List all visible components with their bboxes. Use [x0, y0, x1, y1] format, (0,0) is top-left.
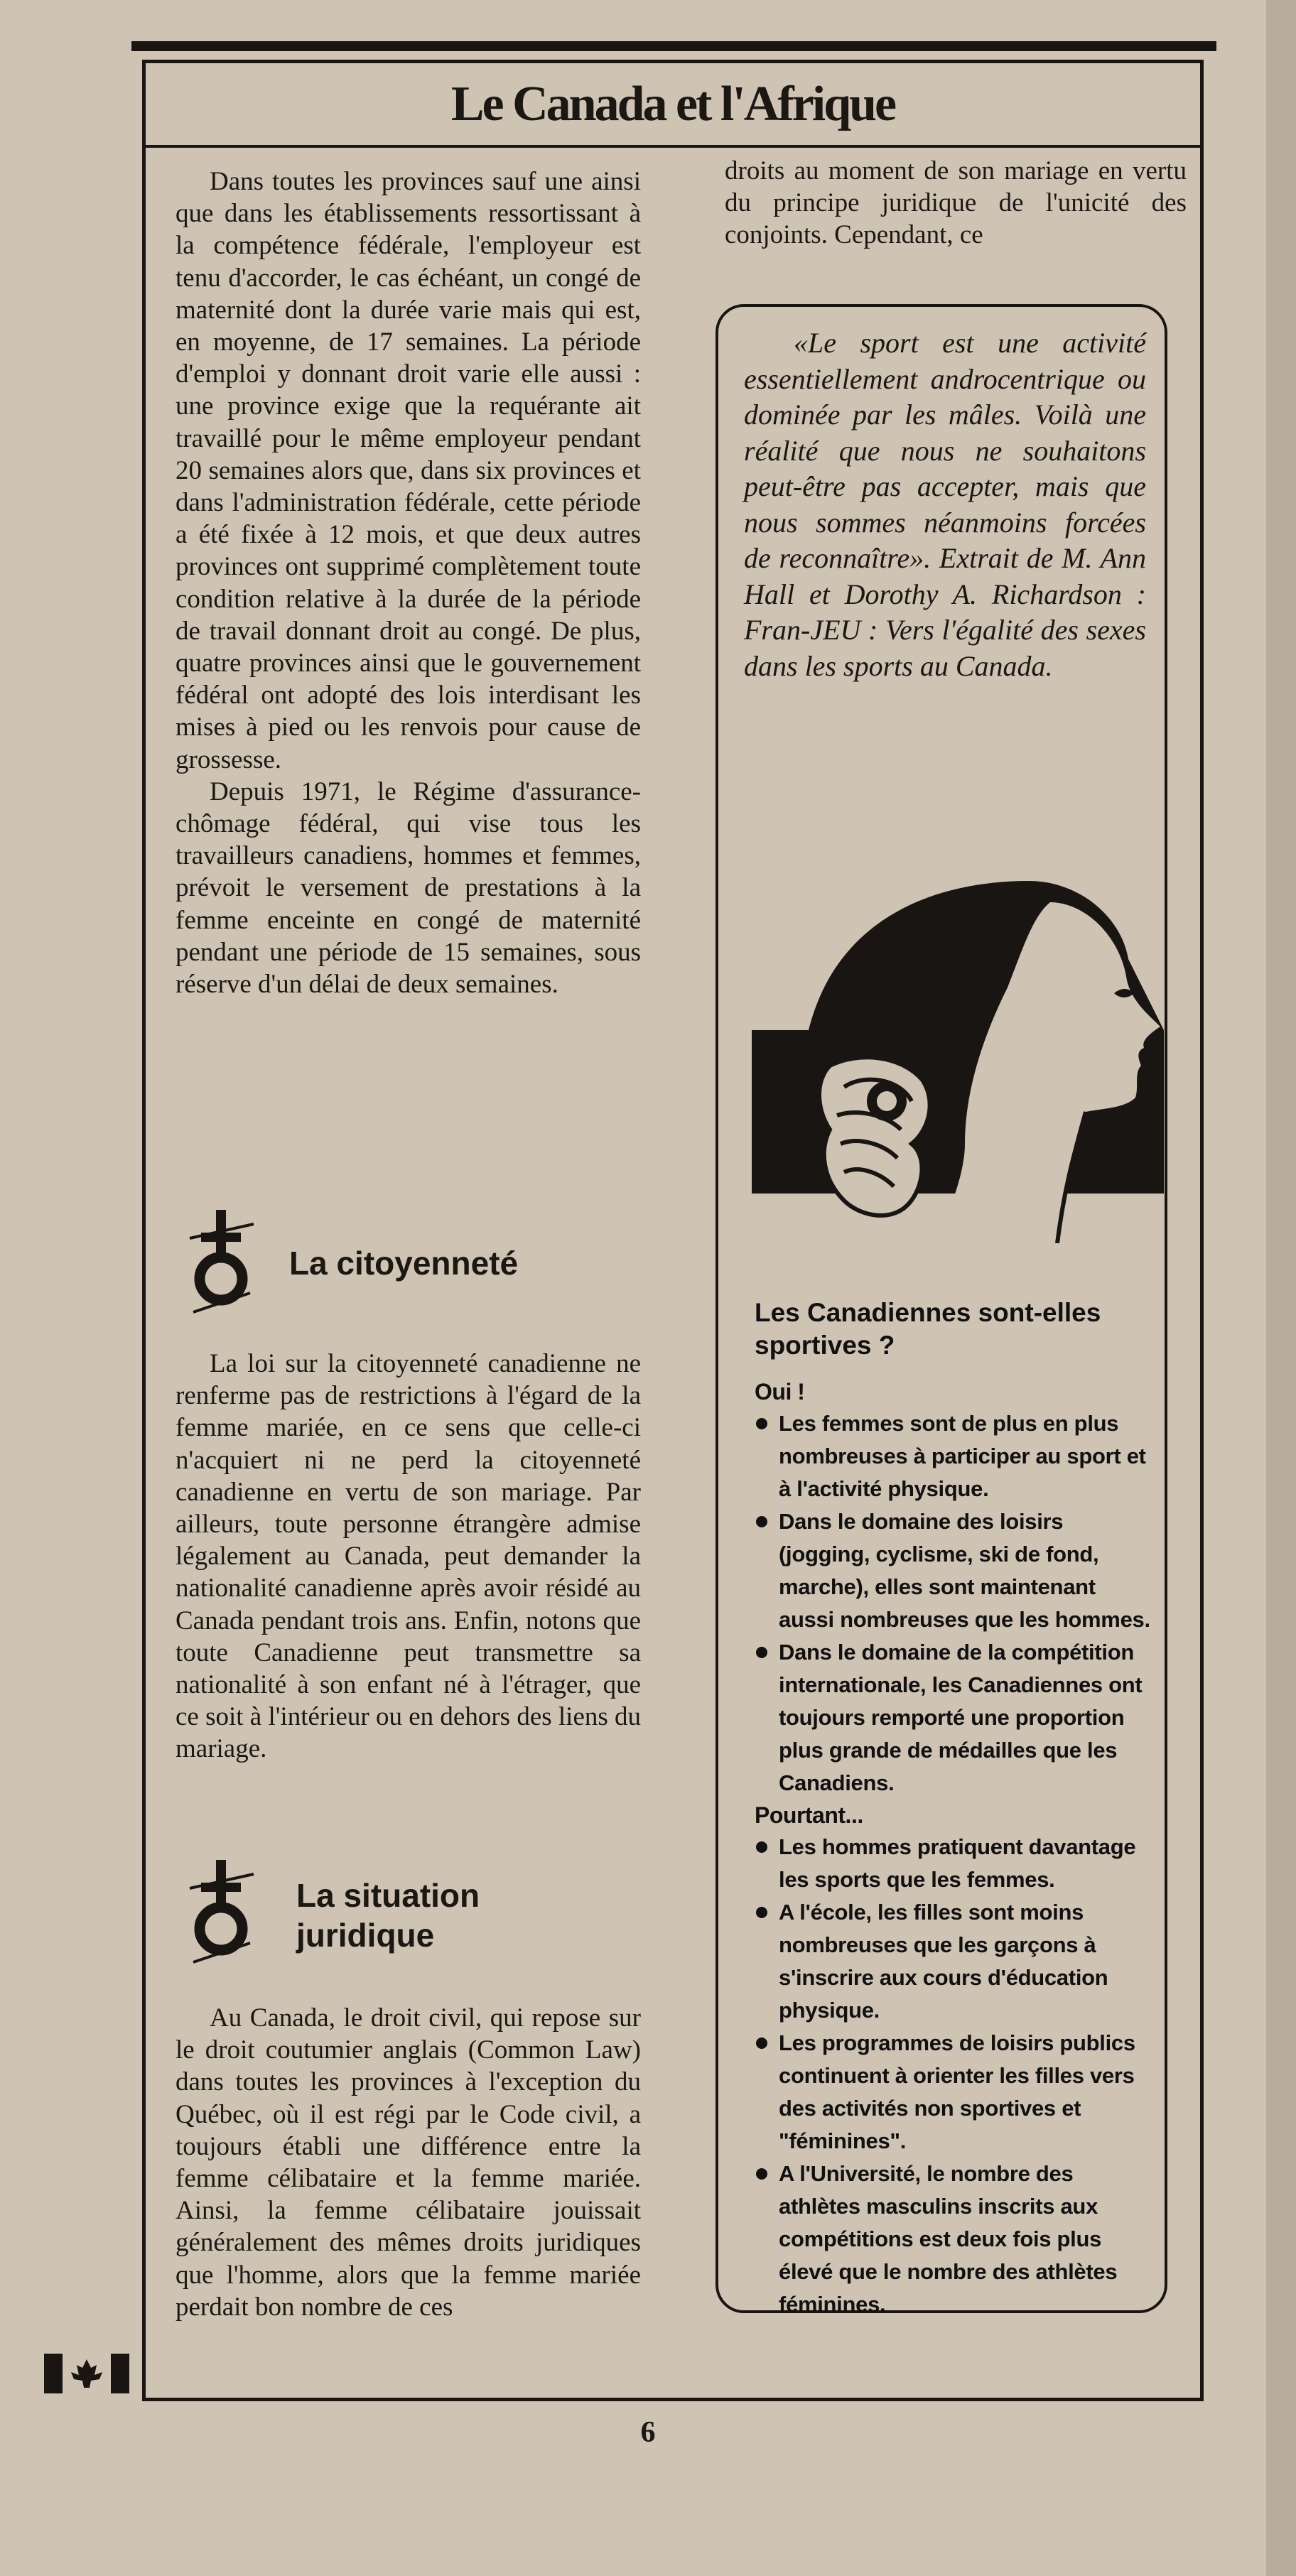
situation-paragraph: Au Canada, le droit civil, qui repose sur le droit coutumier anglais (Common Law) dans toutes les provinces à l'exception du Québec, où il est régi par le Code civil, a toujours établi une différence entre la femme célibataire et la femme mariée. Ainsi, la femme célibataire jouissait généralement des mêmes droits juridiques que l'homme, alors que la femme mariée perdait bon nombre de ces: [176, 2003, 641, 2322]
title-rule: [146, 145, 1200, 148]
canada-flag-logo: [44, 2354, 129, 2393]
venus-symbol-icon: [183, 1854, 261, 1968]
section-heading-situation: [176, 1854, 641, 1968]
list-item: A l'école, les filles sont moins nombreuses que les garçons à s'inscrire aux cours d'éducation physique.: [755, 1896, 1156, 2027]
section-title-line: La situation: [296, 1877, 480, 1914]
pourtant-list: [755, 1831, 1156, 2321]
page-number: 6: [640, 2416, 656, 2449]
quote-text: «Le sport est une activité essentiellement androcentrique ou dominée par les mâles. Voilà une réalité que nous ne souhaitons peut-être pas accepter, mais que nous sommes néanmoins forcées de reconnaître». Extrait de M. Ann Hall et Dorothy A. Richardson : Fran-JEU : Vers l'égalité des sexes dans les sports au Canada.: [744, 327, 1146, 682]
section-title-line: juridique: [296, 1917, 435, 1954]
woman-profile-illustration: [752, 874, 1164, 1243]
intro-paragraph: Dans toutes les provinces sauf une ainsi que dans les établissements ressortissant à la compétence fédérale, l'employeur est tenu d'accorder, le cas échéant, un congé de maternité dont la durée varie mais qui est, en moyenne, de 17 semaines. La période d'emploi y donnant droit varie elle aussi : une province exige que la requérante ait travaillé pour le même employeur pendant 20 semaines alors que, dans six provinces et dans l'administration fédérale, cette période a été fixée à 12 mois, et que deux autres provinces ont supprimé complètement toute condition relative à la durée de la période de travail donnant droit au congé. De plus, quatre provinces ainsi que le gouvernement fédéral ont adopté des lois interdisant les mises à pied ou les renvois pour cause de grossesse.: [176, 167, 641, 774]
citoyennete-paragraph: La loi sur la citoyenneté canadienne ne renferme pas de restrictions à l'égard de la femme mariée, en ce sens que celle-ci n'acquiert ni ne perd la citoyenneté canadienne en vertu de son mariage. Par ailleurs, toute personne étrangère admise légalement au Canada, peut demander la nationalité canadienne après avoir résidé au Canada pendant trois ans. Enfin, notons que toute Canadienne peut transmettre sa nationalité à son enfant né à l'étrager, que ce soit à l'intérieur ou en dehors des liens du mariage.: [176, 1349, 642, 1764]
section-title: [296, 1876, 480, 1955]
continuation-paragraph: droits au moment de son mariage en vertu du principe juridique de l'unicité des conjoints. Cependant, ce: [725, 156, 1187, 250]
top-rule: [131, 41, 1216, 51]
list-item: Dans le domaine des loisirs (jogging, cyclisme, ski de fond, marche), elles sont maintenant aussi nombreuses que les hommes.: [755, 1505, 1156, 1636]
section-heading-citoyennete: [176, 1204, 641, 1318]
list-item: A l'Université, le nombre des athlètes masculins inscrits aux compétitions est deux fois plus élevé que le nombre des athlètes féminines.: [755, 2158, 1156, 2321]
list-item: Les hommes pratiquent davantage les sports que les femmes.: [755, 1831, 1156, 1896]
continuation-text: [725, 155, 1187, 251]
list-item: Les programmes de loisirs publics continuent à orienter les filles vers des activités non sportives et "féminines".: [755, 2027, 1156, 2158]
situation-text: [176, 2002, 641, 2323]
oui-label: Oui !: [755, 1379, 805, 1405]
intro-paragraph: Depuis 1971, le Régime d'assurance-chômage fédéral, qui vise tous les travailleurs canadiens, hommes et femmes, prévoit le versement de prestations à la femme enceinte en congé de maternité pendant une période de 15 semaines, sous réserve d'un délai de deux semaines.: [176, 776, 641, 1000]
section-title: La citoyenneté: [289, 1245, 519, 1282]
sports-sidebar: [755, 1297, 1156, 2321]
oui-list: [755, 1407, 1156, 1800]
venus-symbol-icon: [183, 1204, 261, 1318]
page-edge: [1266, 0, 1296, 2576]
citoyennete-text: [176, 1348, 641, 1765]
list-item: Les femmes sont de plus en plus nombreuses à participer au sport et à l'activité physique.: [755, 1407, 1156, 1505]
sidebar-heading: Les Canadiennes sont-elles sportives ?: [755, 1298, 1101, 1360]
page-title: Le Canada et l'Afrique: [450, 77, 895, 131]
list-item: Dans le domaine de la compétition internationale, les Canadiennes ont toujours remporté une proportion plus grande de médailles que les Canadiens.: [755, 1636, 1156, 1800]
pull-quote: [744, 325, 1146, 684]
intro-text: [176, 166, 641, 1000]
pourtant-label: Pourtant...: [755, 1802, 863, 1828]
